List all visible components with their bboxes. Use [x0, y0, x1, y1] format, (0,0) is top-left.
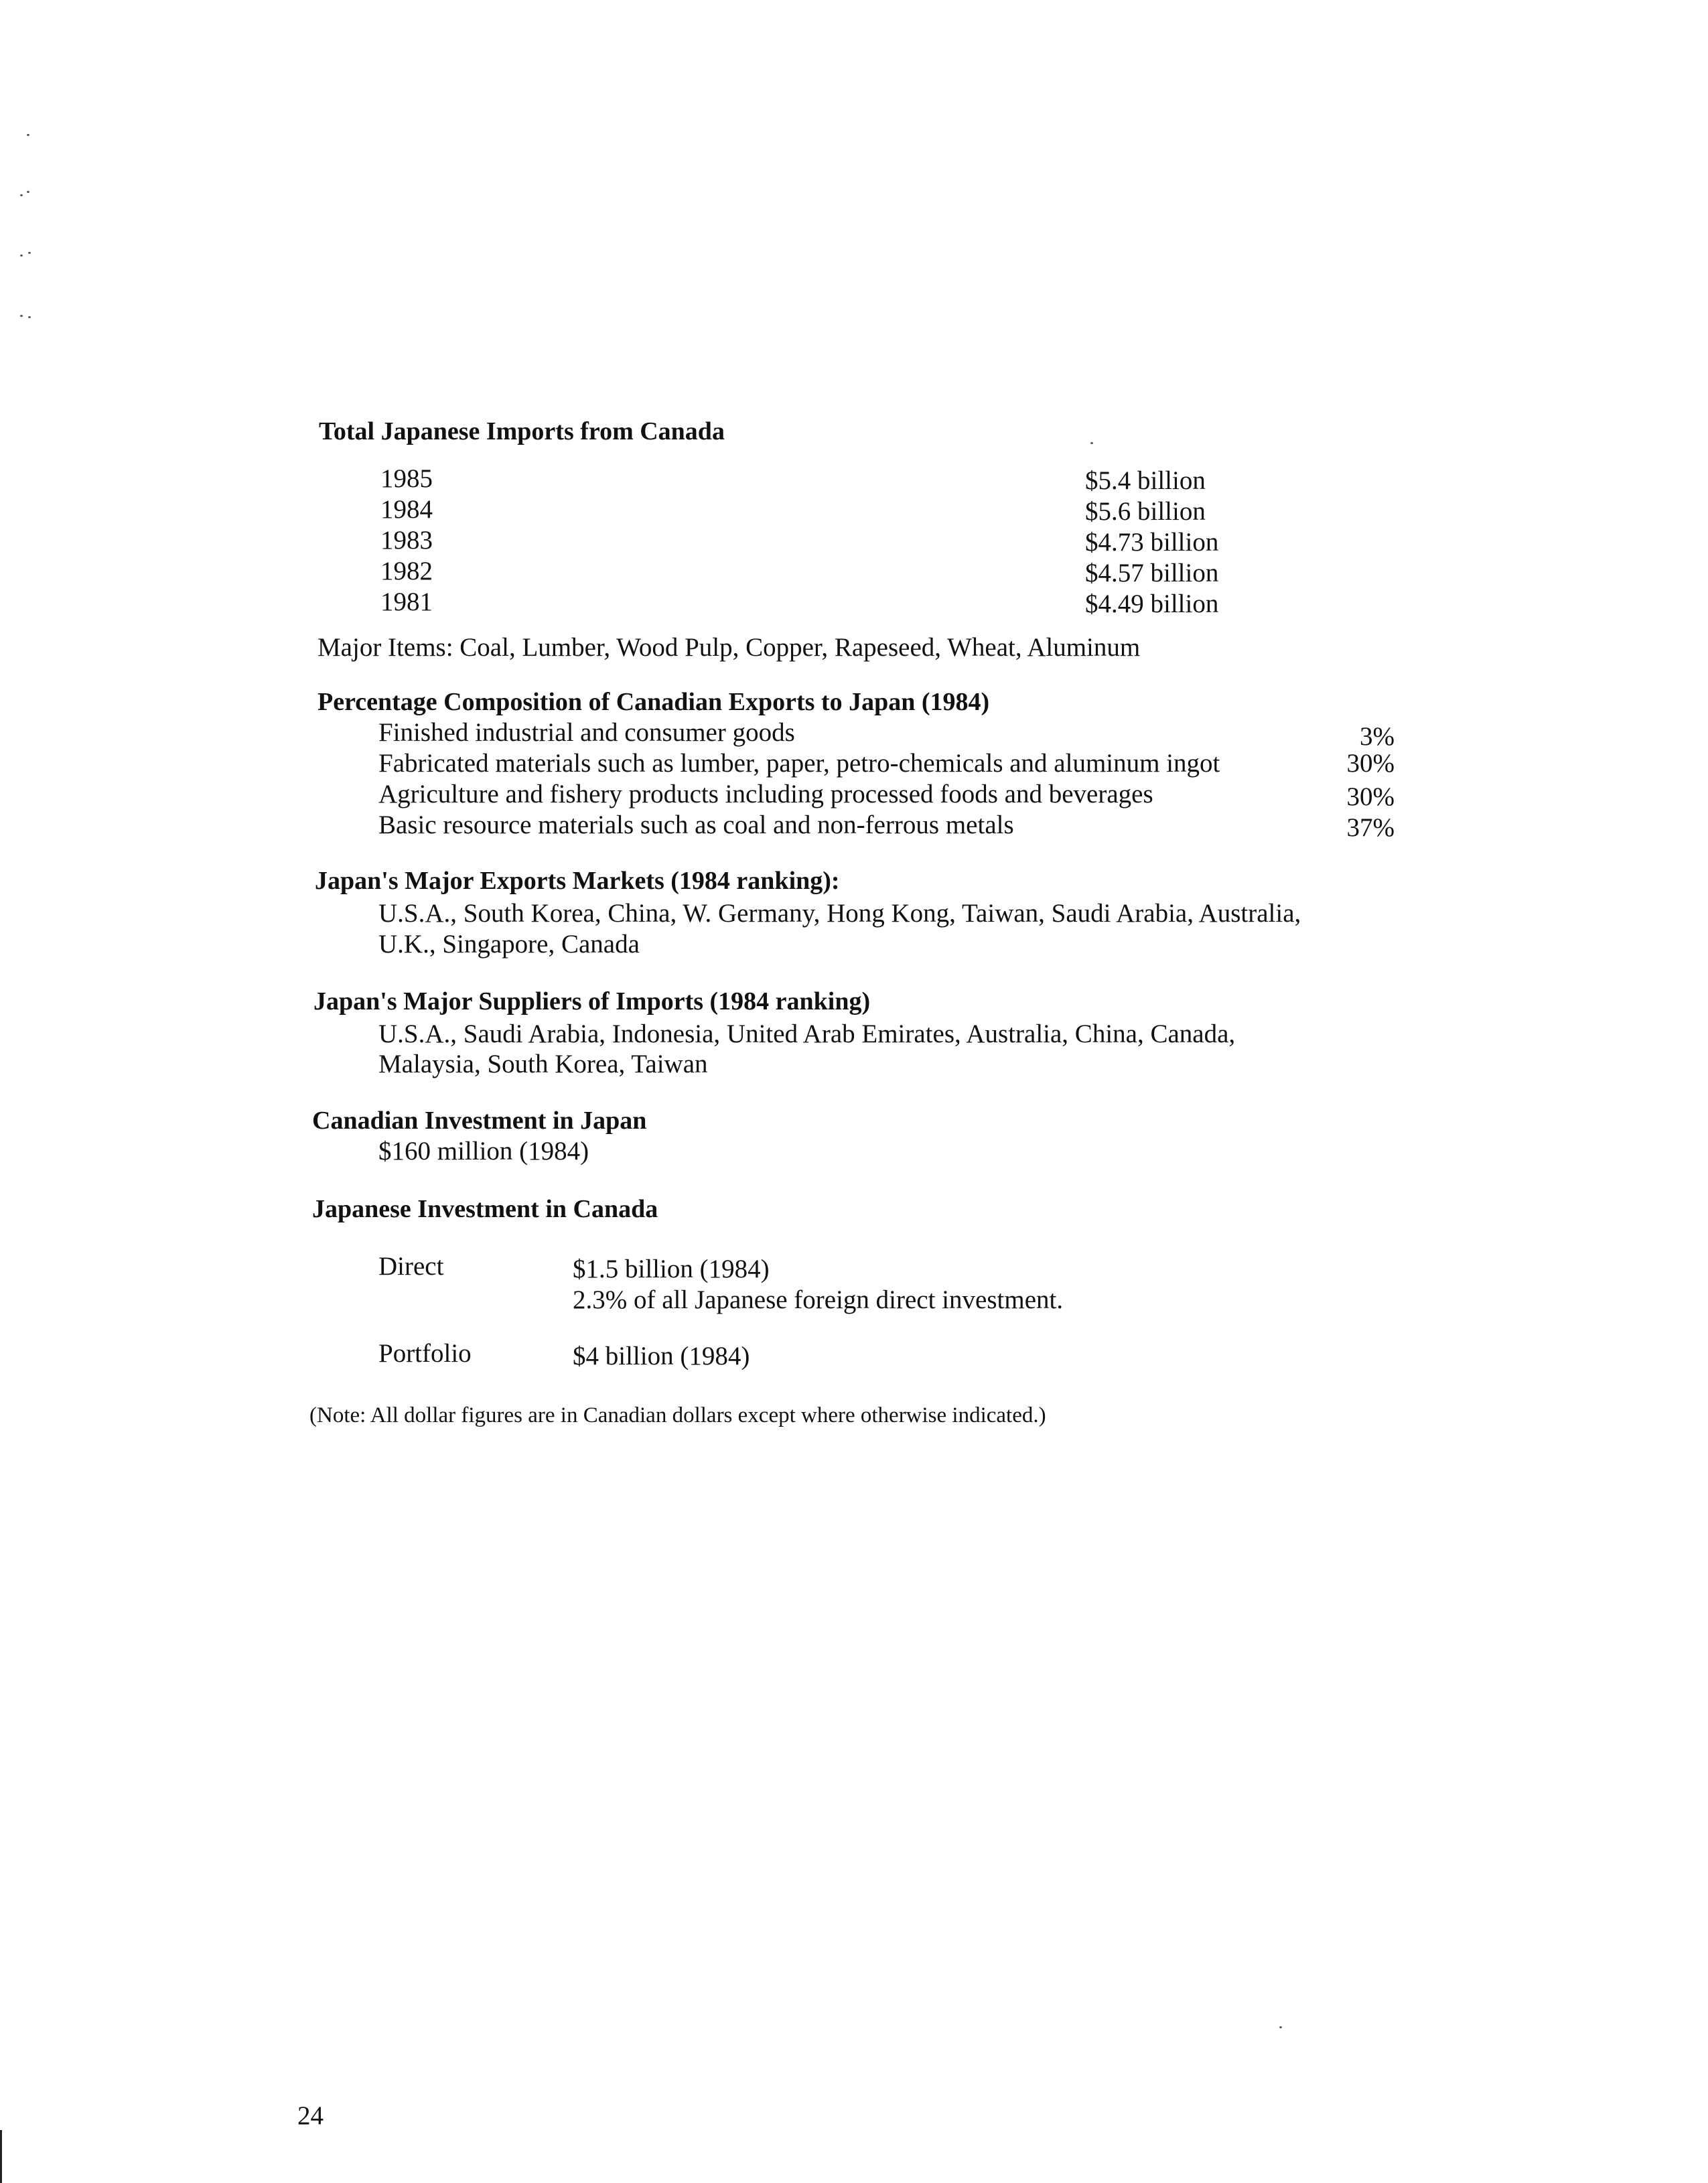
canadian-investment-heading: Canadian Investment in Japan	[312, 1107, 647, 1135]
imports-year: 1981	[380, 587, 433, 616]
composition-label: Fabricated materials such as lumber, paper, petro-chemicals and aluminum ingot	[378, 749, 1220, 778]
export-markets-line: U.S.A., South Korea, China, W. Germany, Hong Kong, Taiwan, Saudi Arabia, Australia,	[378, 899, 1301, 928]
major-items: Major Items: Coal, Lumber, Wood Pulp, Copper, Rapeseed, Wheat, Aluminum	[317, 633, 1141, 662]
imports-value: $4.73 billion	[1085, 528, 1219, 557]
imports-year: 1984	[380, 495, 433, 524]
scan-speck	[1090, 442, 1093, 444]
imports-year: 1985	[380, 464, 433, 493]
scan-speck	[20, 315, 23, 317]
footnote: (Note: All dollar figures are in Canadian dollars except where otherwise indicated.)	[309, 1403, 1046, 1427]
composition-row	[378, 748, 1395, 779]
import-suppliers-heading: Japan's Major Suppliers of Imports (1984 ranking)	[313, 987, 871, 1015]
imports-value: $4.49 billion	[1085, 589, 1219, 618]
imports-value: $5.4 billion	[1085, 466, 1206, 495]
scan-speck	[20, 194, 23, 196]
composition-row	[378, 810, 1395, 843]
composition-value: 30%	[1346, 749, 1395, 778]
canadian-investment-value: $160 million (1984)	[378, 1137, 589, 1166]
composition-label: Basic resource materials such as coal and non-ferrous metals	[378, 811, 1014, 839]
imports-value: $4.57 billion	[1085, 559, 1219, 587]
japanese-investment-heading: Japanese Investment in Canada	[312, 1195, 658, 1223]
portfolio-label: Portfolio	[378, 1339, 472, 1368]
imports-value: $5.6 billion	[1085, 497, 1206, 526]
export-markets-line: U.K., Singapore, Canada	[378, 930, 640, 959]
direct-value: $1.5 billion (1984)	[573, 1255, 770, 1283]
scan-speck	[27, 134, 29, 136]
import-suppliers-line: Malaysia, South Korea, Taiwan	[378, 1050, 708, 1078]
export-markets-heading: Japan's Major Exports Markets (1984 ranking):	[315, 867, 840, 895]
imports-heading: Total Japanese Imports from Canada	[319, 417, 725, 445]
direct-note: 2.3% of all Japanese foreign direct investment.	[573, 1285, 1064, 1314]
portfolio-value: $4 billion (1984)	[573, 1342, 750, 1370]
scan-speck	[28, 252, 31, 254]
scan-speck	[27, 191, 29, 193]
composition-label: Finished industrial and consumer goods	[378, 718, 795, 747]
composition-row	[378, 717, 1395, 752]
import-suppliers-line: U.S.A., Saudi Arabia, Indonesia, United Arab Emirates, Australia, China, Canada,	[378, 1019, 1236, 1048]
imports-year: 1982	[380, 557, 433, 585]
direct-label: Direct	[378, 1252, 444, 1281]
scan-speck	[28, 316, 31, 318]
scan-edge-mark	[0, 2130, 2, 2183]
composition-value: 30%	[1346, 782, 1395, 811]
composition-value: 3%	[1360, 722, 1395, 751]
page-number: 24	[297, 2101, 324, 2130]
scan-speck	[20, 255, 23, 257]
composition-value: 37%	[1346, 813, 1395, 842]
composition-row	[378, 779, 1395, 813]
imports-year: 1983	[380, 526, 433, 555]
scan-speck	[1279, 2026, 1282, 2028]
composition-label: Agriculture and fishery products including processed foods and beverages	[378, 780, 1153, 808]
composition-heading: Percentage Composition of Canadian Exports to Japan (1984)	[317, 688, 990, 716]
